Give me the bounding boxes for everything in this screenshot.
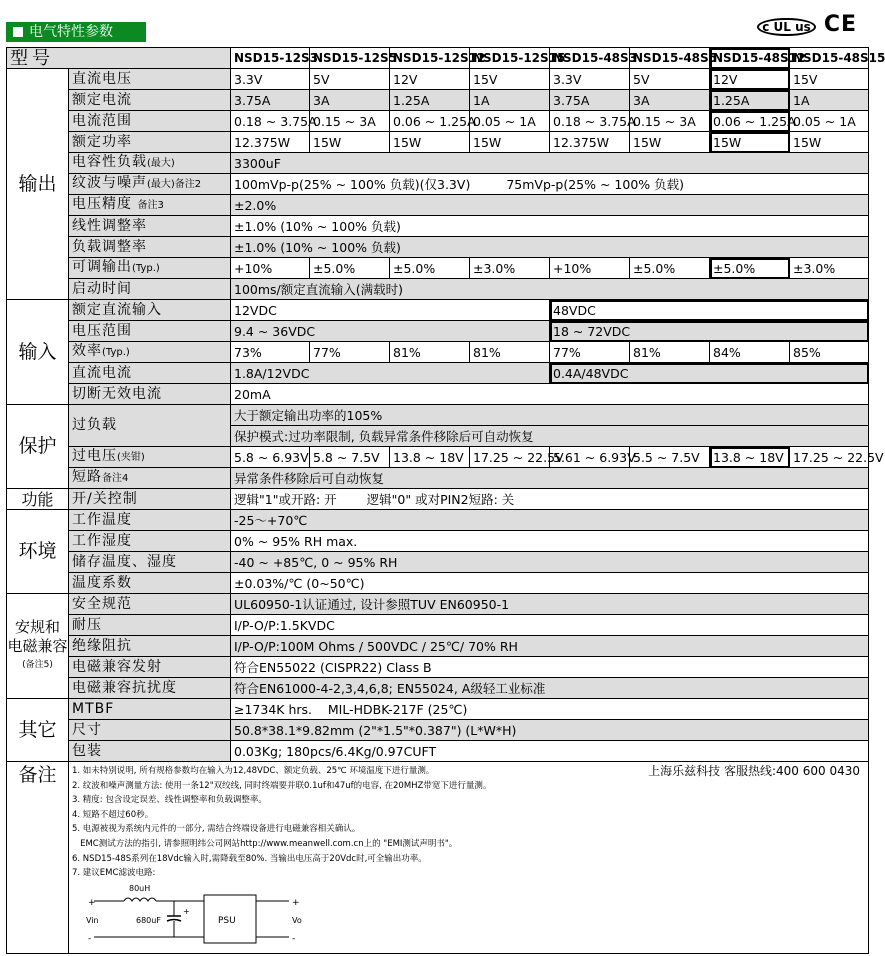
value-cell: ±3.0%	[470, 258, 550, 279]
param-label	[69, 258, 231, 279]
value-cell: 5V	[310, 69, 390, 90]
section-header	[6, 22, 146, 42]
value-cell: 3.3V	[550, 69, 630, 90]
param-label: 切断无效电流	[69, 384, 231, 405]
vin-label: Vin	[86, 915, 99, 925]
param-label: 安全规范	[69, 594, 231, 615]
value-cell: 异常条件移除后可自动恢复	[231, 468, 869, 489]
ripple-value-2: 75mVp-p(25% ~ 100% 负载)	[506, 176, 685, 192]
value-cell: 12V	[710, 69, 790, 90]
param-label: 开/关控制	[69, 489, 231, 510]
value-cell: 1.25A	[390, 90, 470, 111]
value-cell: 5.8 ~ 7.5V	[310, 447, 390, 468]
param-sub: (Typ.)	[102, 347, 130, 358]
category-protection: 保护	[7, 405, 69, 489]
value-cell: ±1.0% (10% ~ 100% 负载)	[231, 216, 869, 237]
value-cell: 15W	[310, 132, 390, 153]
ul-mark-icon: c UL us	[757, 18, 816, 36]
param-label: 温度系数	[69, 573, 231, 594]
note-line: 2. 纹波和噪声测量方法: 使用一条12"双绞线, 同时终端要并联0.1uf和47uf的电容, 在20MHZ带宽下进行量测。	[72, 780, 492, 791]
value-cell: 1A	[790, 90, 869, 111]
param-label: 直流电流	[69, 363, 231, 384]
param-label: 绝缘阻抗	[69, 636, 231, 657]
psu-label: PSU	[218, 915, 236, 926]
category-safety	[7, 594, 69, 699]
value-cell: -40 ~ +85℃, 0 ~ 95% RH	[231, 552, 869, 573]
value-cell: 100ms/额定直流输入(满载时)	[231, 279, 869, 300]
value-cell: ±2.0%	[231, 195, 869, 216]
model-name: NSD15-48S15	[790, 48, 869, 69]
vo-plus: +	[292, 897, 300, 908]
value-cell: 0.18 ~ 3.75A	[231, 111, 310, 132]
param-label: 线性调整率	[69, 216, 231, 237]
value-cell: 15W	[790, 132, 869, 153]
value-cell: 15W	[390, 132, 470, 153]
value-cell: 77%	[550, 342, 630, 363]
value-cell: 85%	[790, 342, 869, 363]
value-cell: 0.05 ~ 1A	[470, 111, 550, 132]
value-cell: 48VDC	[550, 300, 869, 321]
note-line: 5. 电源被视为系统内元件的一部分, 需结合终端设备进行电磁兼容相关确认。	[72, 824, 361, 835]
param-label: 电压范围	[69, 321, 231, 342]
category-other: 其它	[7, 699, 69, 762]
value-cell: ±5.0%	[630, 258, 710, 279]
category-safety-line2: 电磁兼容	[7, 636, 68, 655]
capacitor-label: 680uF	[136, 915, 161, 925]
value-cell: 大于额定输出功率的105%	[231, 405, 869, 426]
value-cell: 17.25 ~ 22.5V	[790, 447, 869, 468]
param-label: 包装	[69, 741, 231, 762]
model-name: NSD15-48S3	[550, 48, 630, 69]
value-cell: 1.25A	[710, 90, 790, 111]
model-name: NSD15-12S5	[310, 48, 390, 69]
value-cell: 12VDC	[231, 300, 550, 321]
param-label: 工作温度	[69, 510, 231, 531]
value-cell: 9.4 ~ 36VDC	[231, 321, 550, 342]
param-label-text: 效率	[72, 343, 102, 359]
param-label: 工作湿度	[69, 531, 231, 552]
function-value-2: 逻辑"0" 或对PIN2短路: 关	[366, 491, 515, 507]
model-name: NSD15-12S3	[231, 48, 310, 69]
notes-area	[69, 762, 869, 954]
param-label: 尺寸	[69, 720, 231, 741]
value-cell: ±0.03%/℃ (0~50℃)	[231, 573, 869, 594]
param-label-text: 电容性负载	[72, 154, 147, 170]
param-label-text: 可调输出	[72, 259, 132, 275]
value-cell: 17.25 ~ 22.5V	[470, 447, 550, 468]
value-cell: 81%	[390, 342, 470, 363]
square-icon	[13, 27, 23, 37]
param-label: 电磁兼容抗扰度	[69, 678, 231, 699]
param-sub: (夹钳)	[117, 452, 145, 463]
value-cell: 0.15 ~ 3A	[630, 111, 710, 132]
value-cell: ±5.0%	[710, 258, 790, 279]
value-cell: ±5.0%	[390, 258, 470, 279]
value-cell: 12.375W	[550, 132, 630, 153]
ripple-value-1: 100mVp-p(25% ~ 100% 负载)(仅3.3V)	[234, 176, 471, 192]
value-cell: 0.06 ~ 1.25A	[710, 111, 790, 132]
inductor-icon	[124, 898, 156, 901]
model-name: NSD15-12S12	[390, 48, 470, 69]
cap-plus: +	[183, 906, 190, 916]
value-cell: 12V	[390, 69, 470, 90]
model-name-highlight: NSD15-48S12	[710, 48, 790, 69]
inductor-label: 80uH	[129, 883, 151, 893]
note-line: 4. 短路不超过60秒。	[72, 809, 154, 820]
param-label: 额定直流输入	[69, 300, 231, 321]
value-cell	[231, 174, 869, 195]
category-safety-note: (备注5)	[22, 659, 53, 670]
param-label: 额定功率	[69, 132, 231, 153]
vo-minus: -	[292, 933, 296, 944]
value-cell: 符合EN61000-4-2,3,4,6,8; EN55024, A级轻工业标准	[231, 678, 869, 699]
param-sub: (最大)备注2	[147, 179, 202, 190]
param-label: 储存温度、湿度	[69, 552, 231, 573]
vin-plus: +	[88, 897, 96, 908]
note-line: 3. 精度: 包含设定误差、线性调整率和负载调整率。	[72, 795, 267, 806]
param-sub: (最大)	[147, 158, 175, 169]
value-cell: ±5.0%	[310, 258, 390, 279]
value-cell: 81%	[630, 342, 710, 363]
value-cell: -25～+70℃	[231, 510, 869, 531]
value-cell: 20mA	[231, 384, 869, 405]
value-cell: I/P-O/P:1.5KVDC	[231, 615, 869, 636]
circuit-svg	[84, 881, 344, 951]
vo-label: Vo	[292, 915, 302, 925]
value-cell: +10%	[231, 258, 310, 279]
param-sub: (Typ.)	[132, 263, 160, 274]
param-label: 电流范围	[69, 111, 231, 132]
note-line: 1. 如未特别说明, 所有规格参数均在输入为12,48VDC、额定负载、25℃ 环境温度下进行量测。	[72, 766, 435, 776]
value-cell: 15V	[790, 69, 869, 90]
value-cell: 5.8 ~ 6.93V	[231, 447, 310, 468]
value-cell: 3.75A	[231, 90, 310, 111]
param-label: 额定电流	[69, 90, 231, 111]
value-cell: 3.75A	[550, 90, 630, 111]
param-label: 电磁兼容发射	[69, 657, 231, 678]
value-cell: 15W	[470, 132, 550, 153]
param-label	[69, 195, 231, 216]
value-cell: 0.03Kg; 180pcs/6.4Kg/0.97CUFT	[231, 741, 869, 762]
param-label	[69, 447, 231, 468]
value-cell: 1.8A/12VDC	[231, 363, 550, 384]
value-cell: ±3.0%	[790, 258, 869, 279]
value-cell: 15W	[630, 132, 710, 153]
value-cell: 0.4A/48VDC	[550, 363, 869, 384]
param-label	[69, 342, 231, 363]
param-label: 负载调整率	[69, 237, 231, 258]
category-notes: 备注	[7, 762, 69, 954]
value-cell: +10%	[550, 258, 630, 279]
value-cell: 5.61 ~ 6.93V	[550, 447, 630, 468]
param-label: 启动时间	[69, 279, 231, 300]
value-cell: 3A	[630, 90, 710, 111]
model-name: NSD15-12S15	[470, 48, 550, 69]
value-cell: 3300uF	[231, 153, 869, 174]
param-label	[69, 153, 231, 174]
value-cell: UL60950-1认证通过, 设计参照TUV EN60950-1	[231, 594, 869, 615]
category-env: 环境	[7, 510, 69, 594]
value-cell: 3.3V	[231, 69, 310, 90]
value-cell: 0.05 ~ 1A	[790, 111, 869, 132]
param-sub: 备注4	[102, 473, 129, 484]
function-value-1: 逻辑"1"或开路: 开	[234, 491, 337, 507]
value-cell: 0.15 ~ 3A	[310, 111, 390, 132]
section-title: 电气特性参数	[29, 24, 113, 40]
category-safety-line1: 安规和	[14, 617, 60, 636]
param-label	[69, 468, 231, 489]
value-cell: 15V	[470, 69, 550, 90]
value-cell: 84%	[710, 342, 790, 363]
param-label-text: 纹波与噪声	[72, 175, 147, 191]
note-line: 7. 建议EMC滤波电路:	[72, 868, 156, 879]
value-cell: 12.375W	[231, 132, 310, 153]
category-function: 功能	[7, 489, 69, 510]
value-cell: 50.8*38.1*9.82mm (2"*1.5"*0.387") (L*W*H)	[231, 720, 869, 741]
value-cell: ±1.0% (10% ~ 100% 负载)	[231, 237, 869, 258]
value-cell: 5V	[630, 69, 710, 90]
value-cell: 0.18 ~ 3.75A	[550, 111, 630, 132]
value-cell: 81%	[470, 342, 550, 363]
value-cell: 3A	[310, 90, 390, 111]
value-cell	[231, 489, 869, 510]
value-cell: 18 ~ 72VDC	[550, 321, 869, 342]
ce-mark-icon: CE	[823, 12, 857, 37]
value-cell: 13.8 ~ 18V	[710, 447, 790, 468]
emc-filter-diagram	[84, 881, 344, 951]
value-cell: ≥1734K hrs. MIL-HDBK-217F (25℃)	[231, 699, 869, 720]
certification-marks	[757, 12, 857, 37]
value-cell: 0.06 ~ 1.25A	[390, 111, 470, 132]
value-cell: 77%	[310, 342, 390, 363]
param-label	[69, 174, 231, 195]
spec-table	[6, 47, 885, 954]
value-cell: I/P-O/P:100M Ohms / 500VDC / 25℃/ 70% RH	[231, 636, 869, 657]
value-cell: 13.8 ~ 18V	[390, 447, 470, 468]
hotline-text: 上海乐兹科技 客服热线:400 600 0430	[648, 764, 860, 778]
value-cell: 5.5 ~ 7.5V	[630, 447, 710, 468]
param-label: 耐压	[69, 615, 231, 636]
param-label-text: 过电压	[72, 448, 117, 464]
note-line: 6. NSD15-48S系列在18Vdc输入时,需降载至80%. 当输出电压高于20Vdc时,可全输出功率。	[72, 853, 427, 864]
value-cell: 符合EN55022 (CISPR22) Class B	[231, 657, 869, 678]
vin-minus: -	[88, 933, 92, 944]
note-line: EMC测试方法的指引, 请参照明纬公司网站http://www.meanwell.com.cn上的 "EMI测试声明书"。	[72, 838, 458, 849]
value-cell: 73%	[231, 342, 310, 363]
model-row	[7, 48, 869, 69]
value-cell: 0% ~ 95% RH max.	[231, 531, 869, 552]
param-label-text: 短路	[72, 469, 102, 485]
value-cell: 15W	[710, 132, 790, 153]
param-label: 过负载	[69, 405, 231, 447]
category-input: 输入	[7, 300, 69, 405]
param-sub: 备注3	[137, 200, 164, 211]
model-name: NSD15-48S5	[630, 48, 710, 69]
category-output: 输出	[7, 69, 69, 300]
param-label-text: 电压精度	[72, 196, 132, 212]
value-cell: 1A	[470, 90, 550, 111]
value-cell: 保护模式:过功率限制, 负载异常条件移除后可自动恢复	[231, 426, 869, 447]
param-label: MTBF	[69, 699, 231, 720]
param-label: 直流电压	[69, 69, 231, 90]
model-label: 型号	[7, 48, 231, 69]
